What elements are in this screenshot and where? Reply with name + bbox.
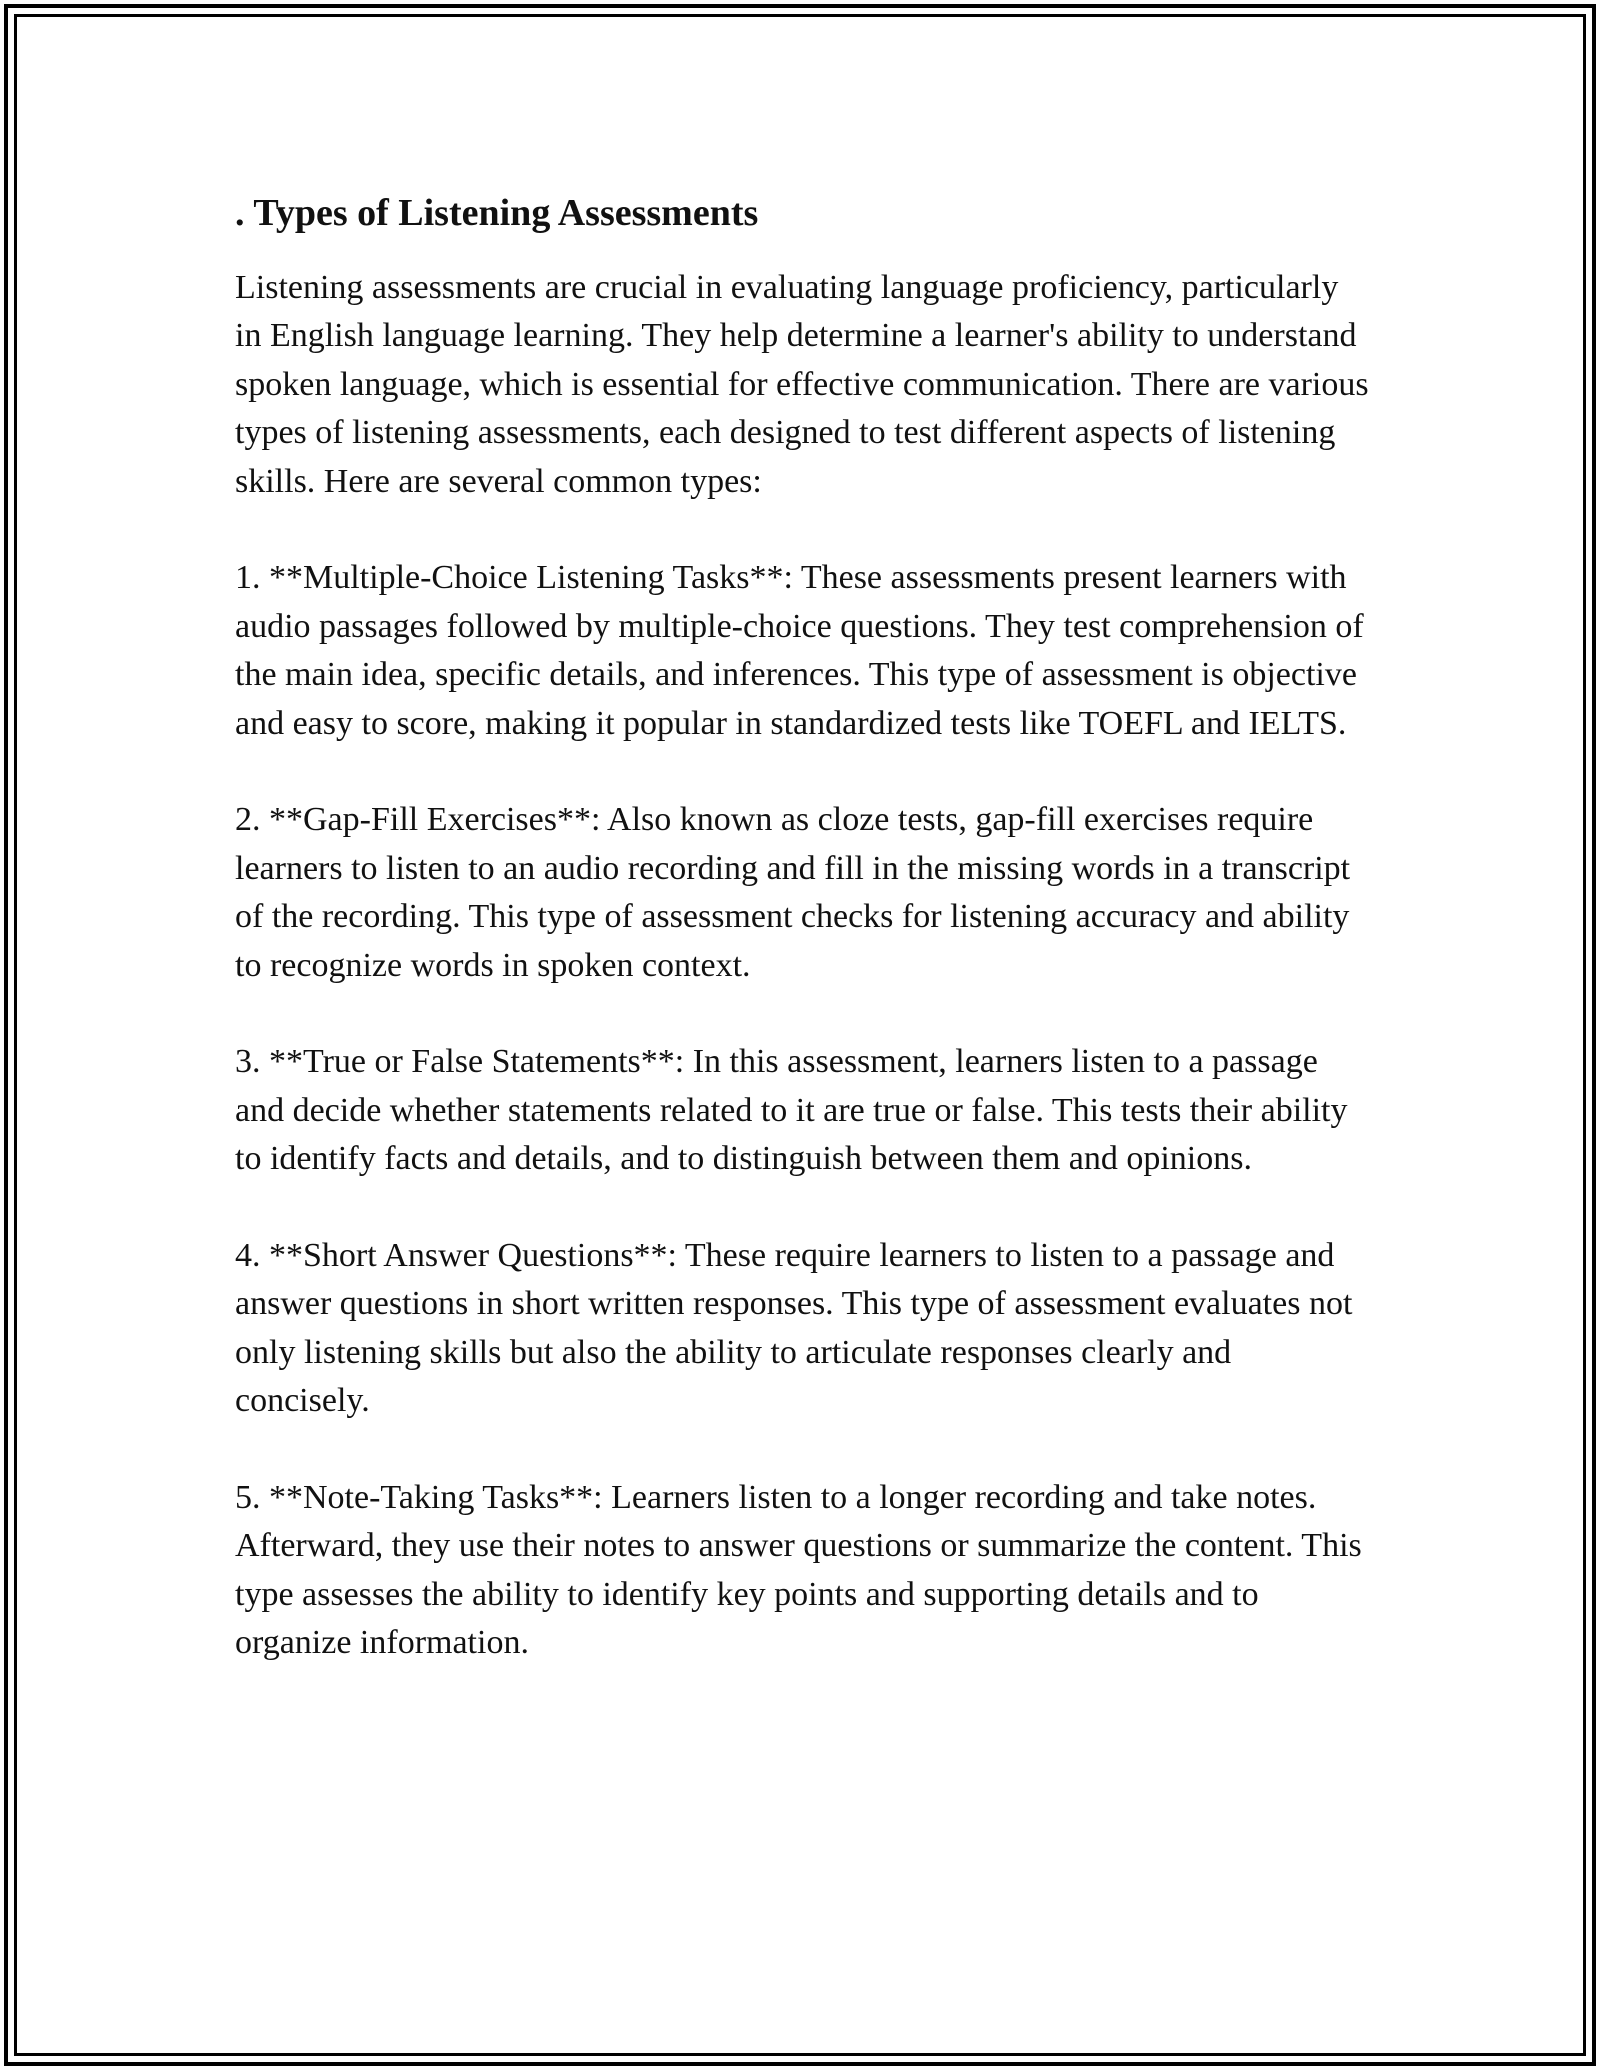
document-body: [235, 186, 1370, 1716]
section-heading: . Types of Listening Assessments: [235, 192, 759, 234]
list-item-note-taking: 5. **Note-Taking Tasks**: Learners listen to a longer recording and take notes. Afterward, they use their notes to answer questions or summarize the content. This type assesses the ability to identify key points and supporting details and to organize information.: [235, 1479, 1362, 1662]
intro-paragraph: Listening assessments are crucial in evaluating language proficiency, particularly in English language learning. They help determine a learner's ability to understand spoken language, which is essential for effective communication. There are various types of listening assessments, each designed to test different aspects of listening skills. Here are several common types:: [235, 269, 1369, 500]
list-item-gap-fill: 2. **Gap-Fill Exercises**: Also known as cloze tests, gap-fill exercises require learners to listen to an audio recording and fill in the missing words in a transcript of the recording. This type of assessment checks for listening accuracy and ability to recognize words in spoken context.: [235, 801, 1351, 984]
list-item-multiple-choice: 1. **Multiple-Choice Listening Tasks**: These assessments present learners with audio passages followed by multiple-choice questions. They test comprehension of the main idea, specific details, and inferences. This type of assessment is objective and easy to score, making it popular in standardized tests like TOEFL and IELTS.: [235, 559, 1364, 742]
list-item-short-answer: 4. **Short Answer Questions**: These require learners to listen to a passage and answer questions in short written responses. This type of assessment evaluates not only listening skills but also the ability to articulate responses clearly and concisely.: [235, 1237, 1353, 1420]
list-item-true-false: 3. **True or False Statements**: In this assessment, learners listen to a passage and decide whether statements related to it are true or false. This tests their ability to identify facts and details, and to distinguish between them and opinions.: [235, 1043, 1348, 1178]
